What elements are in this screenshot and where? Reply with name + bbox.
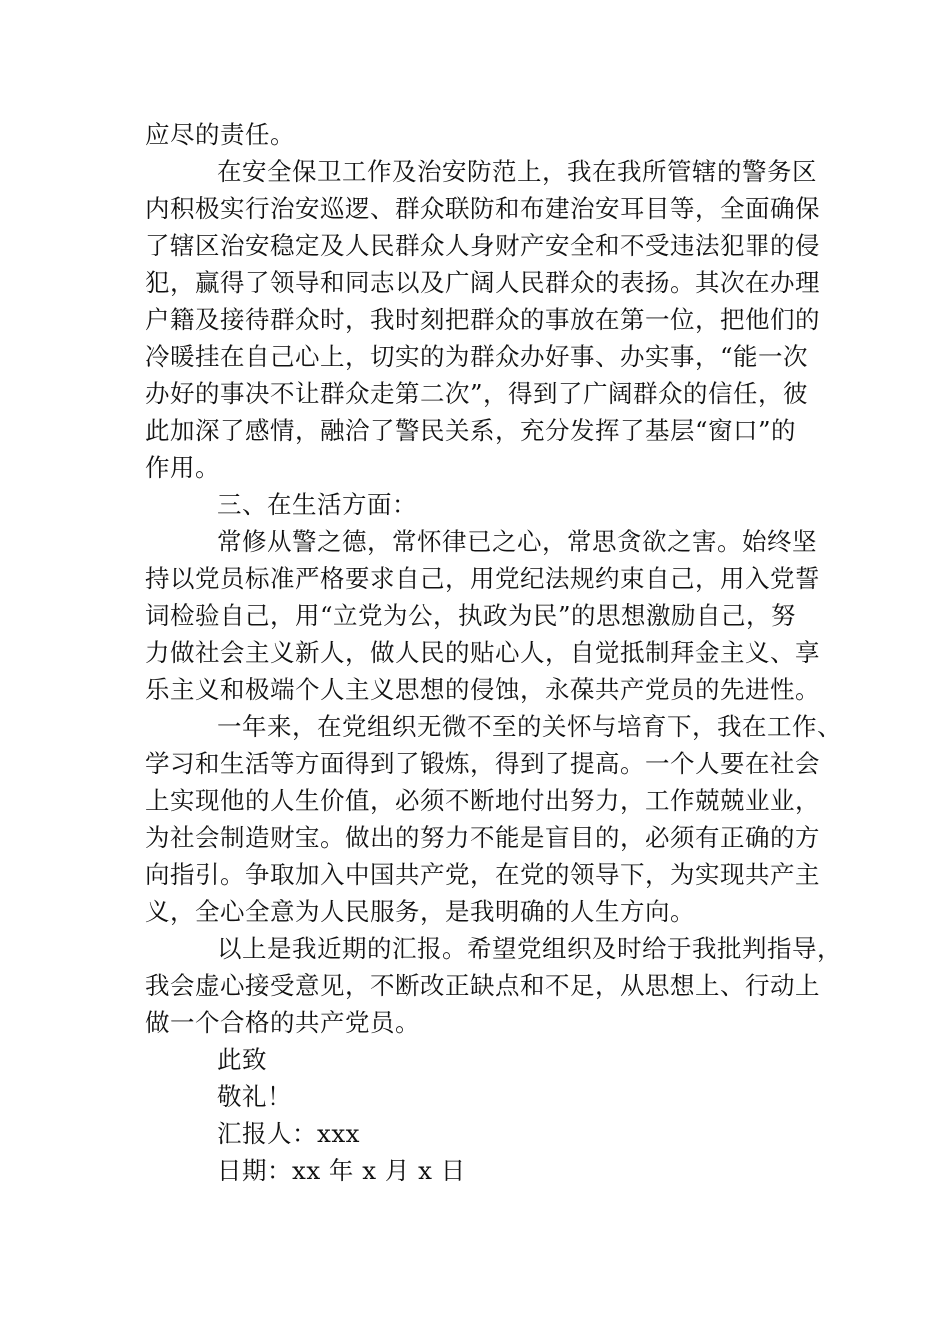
text-line: 持以党员标准严格要求自己，用党纪法规约束自己，用入党誓 — [145, 564, 820, 593]
text-line: 一年来，在党组织无微不至的关怀与培育下，我在工作、 — [217, 712, 842, 741]
text-line: 我会虚心接受意见，不断改正缺点和不足，从思想上、行动上 — [145, 971, 820, 1000]
text-line: 力做社会主义新人，做人民的贴心人，自觉抵制拜金主义、享 — [145, 638, 820, 667]
text-line: 此加深了感情，融洽了警民关系，充分发挥了基层“窗口”的 — [145, 416, 797, 445]
text-line: 作用。 — [145, 453, 220, 482]
text-line: 上实现他的人生价值，必须不断地付出努力，工作兢兢业业， — [145, 786, 820, 815]
text-line: 为社会制造财宝。做出的努力不能是盲目的，必须有正确的方 — [145, 823, 820, 852]
text-line: 冷暖挂在自己心上，切实的为群众办好事、办实事，“能一次 — [145, 342, 809, 371]
text-line: 了辖区治安稳定及人民群众人身财产安全和不受违法犯罪的侵 — [145, 231, 820, 260]
text-line: 做一个合格的共产党员。 — [145, 1008, 420, 1037]
text-line: 义，全心全意为人民服务，是我明确的人生方向。 — [145, 897, 695, 926]
text-line: 户籍及接待群众时，我时刻把群众的事放在第一位，把他们的 — [145, 305, 820, 334]
text-line: 乐主义和极端个人主义思想的侵蚀，永葆共产党员的先进性。 — [145, 675, 820, 704]
closing-line: 此致 — [217, 1045, 267, 1074]
text-line: 向指引。争取加入中国共产党，在党的领导下，为实现共产主 — [145, 860, 820, 889]
text-line: 在安全保卫工作及治安防范上，我在我所管辖的警务区 — [217, 157, 817, 186]
text-line: 以上是我近期的汇报。希望党组织及时给于我批判指导， — [217, 934, 842, 963]
text-line: 应尽的责任。 — [145, 120, 295, 149]
text-line: 办好的事决不让群众走第二次”，得到了广阔群众的信任，彼 — [145, 379, 809, 408]
reporter-line: 汇报人：xxx — [217, 1119, 360, 1148]
document-body — [145, 116, 842, 1189]
text-line: 常修从警之德，常怀律已之心，常思贪欲之害。始终坚 — [217, 527, 817, 556]
text-line: 词检验自己，用“立党为公，执政为民”的思想激励自己，努 — [145, 601, 797, 630]
date-line: 日期：xx 年 x 月 x 日 — [217, 1156, 466, 1185]
text-line: 犯，赢得了领导和同志以及广阔人民群众的表扬。其次在办理 — [145, 268, 820, 297]
text-line: 内积极实行治安巡逻、群众联防和布建治安耳目等，全面确保 — [145, 194, 820, 223]
text-line: 学习和生活等方面得到了锻炼，得到了提高。一个人要在社会 — [145, 749, 820, 778]
section-heading: 三、在生活方面： — [217, 490, 417, 519]
closing-salutation: 敬礼！ — [217, 1082, 292, 1111]
